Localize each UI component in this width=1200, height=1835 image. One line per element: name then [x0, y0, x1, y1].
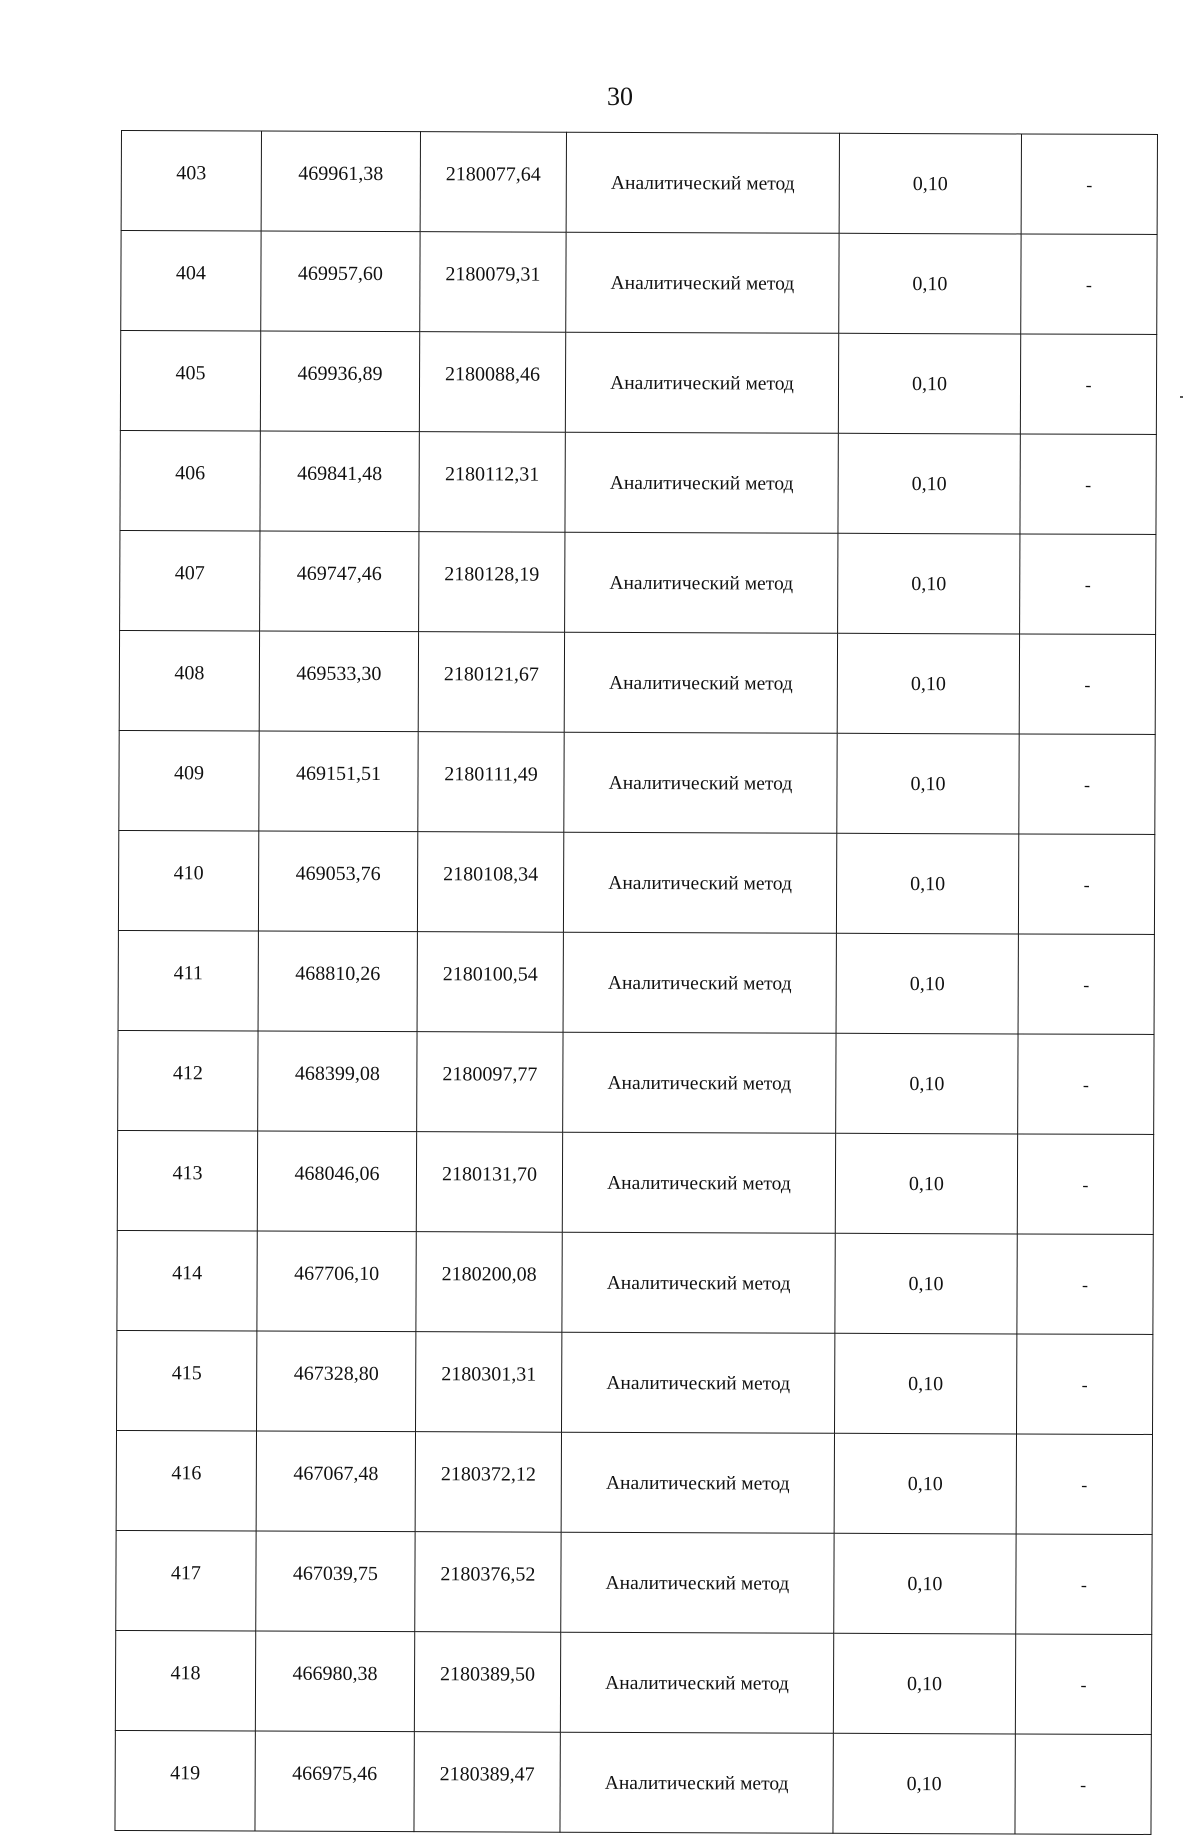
note-cell: -	[1020, 334, 1156, 435]
note-cell: -	[1019, 634, 1155, 735]
point-number-cell: 417	[116, 1530, 256, 1631]
coordinate-x-cell: 468399,08	[258, 1031, 417, 1132]
coordinate-y-cell: 2180121,67	[418, 632, 564, 733]
coordinate-x-cell: 469957,60	[261, 231, 420, 332]
method-cell: Аналитический метод	[563, 932, 836, 1033]
coordinate-x-cell: 469747,46	[260, 531, 419, 632]
table-row	[119, 730, 1155, 834]
method-cell: Аналитический метод	[566, 232, 839, 333]
coordinates-table-body	[115, 131, 1158, 1835]
note-cell: -	[1016, 1434, 1152, 1535]
precision-cell: 0,10	[834, 1433, 1016, 1534]
table-row	[118, 930, 1154, 1034]
coordinate-y-cell: 2180108,34	[417, 832, 563, 933]
precision-cell: 0,10	[837, 633, 1019, 734]
point-number-cell: 408	[119, 630, 259, 731]
coordinate-x-cell: 467067,48	[256, 1431, 415, 1532]
precision-cell: 0,10	[834, 1533, 1016, 1634]
coordinate-x-cell: 469841,48	[260, 431, 419, 532]
coordinate-y-cell: 2180389,50	[414, 1632, 560, 1733]
method-cell: Аналитический метод	[565, 432, 838, 533]
coordinate-x-cell: 467328,80	[257, 1331, 416, 1432]
method-cell: Аналитический метод	[560, 1732, 833, 1833]
coordinate-x-cell: 466980,38	[255, 1631, 414, 1732]
table-row	[116, 1430, 1152, 1534]
precision-cell: 0,10	[836, 933, 1018, 1034]
method-cell: Аналитический метод	[562, 1132, 835, 1233]
table-row	[118, 1030, 1154, 1134]
coordinate-y-cell: 2180389,47	[414, 1732, 560, 1833]
precision-cell: 0,10	[835, 1333, 1017, 1434]
coordinate-y-cell: 2180088,46	[419, 332, 565, 433]
note-cell: -	[1020, 534, 1156, 635]
point-number-cell: 410	[118, 830, 258, 931]
coordinate-y-cell: 2180079,31	[420, 232, 566, 333]
method-cell: Аналитический метод	[564, 632, 837, 733]
coordinate-x-cell: 466975,46	[255, 1731, 414, 1832]
note-cell: -	[1019, 734, 1155, 835]
table-row	[118, 830, 1154, 934]
coordinate-y-cell: 2180128,19	[419, 532, 565, 633]
table-row	[117, 1130, 1153, 1234]
coordinate-y-cell: 2180200,08	[416, 1232, 562, 1333]
note-cell: -	[1020, 434, 1156, 535]
table-row	[119, 630, 1155, 734]
method-cell: Аналитический метод	[561, 1532, 834, 1633]
table-row	[115, 1630, 1151, 1734]
table-row	[121, 131, 1157, 235]
table-row	[117, 1230, 1153, 1334]
point-number-cell: 413	[117, 1130, 257, 1231]
method-cell: Аналитический метод	[562, 1332, 835, 1433]
note-cell: -	[1016, 1334, 1152, 1435]
table-row	[117, 1330, 1153, 1434]
method-cell: Аналитический метод	[564, 732, 837, 833]
note-cell: -	[1016, 1534, 1152, 1635]
page-number: 30	[607, 82, 633, 111]
method-cell: Аналитический метод	[562, 1232, 835, 1333]
note-cell: -	[1018, 1034, 1154, 1135]
point-number-cell: 416	[116, 1430, 256, 1531]
note-cell: -	[1017, 1134, 1153, 1235]
precision-cell: 0,10	[836, 833, 1018, 934]
table-row	[116, 1530, 1152, 1634]
coordinate-y-cell: 2180077,64	[420, 132, 566, 233]
precision-cell: 0,10	[838, 333, 1020, 434]
point-number-cell: 419	[115, 1730, 255, 1831]
precision-cell: 0,10	[835, 1133, 1017, 1234]
precision-cell: 0,10	[838, 433, 1020, 534]
point-number-cell: 411	[118, 930, 258, 1031]
precision-cell: 0,10	[838, 533, 1020, 634]
note-cell: -	[1017, 1234, 1153, 1335]
coordinate-y-cell: 2180100,54	[417, 932, 563, 1033]
precision-cell: 0,10	[837, 733, 1019, 834]
coordinate-y-cell: 2180111,49	[418, 732, 564, 833]
precision-cell: 0,10	[835, 1233, 1017, 1334]
scan-speck	[1180, 396, 1183, 398]
note-cell: -	[1015, 1734, 1151, 1835]
table-row	[121, 231, 1157, 335]
table-row	[120, 331, 1156, 435]
coordinate-x-cell: 467706,10	[257, 1231, 416, 1332]
point-number-cell: 404	[121, 231, 261, 332]
coordinate-x-cell: 469053,76	[258, 831, 417, 932]
method-cell: Аналитический метод	[563, 832, 836, 933]
note-cell: -	[1018, 934, 1154, 1035]
method-cell: Аналитический метод	[560, 1632, 833, 1733]
method-cell: Аналитический метод	[565, 332, 838, 433]
method-cell: Аналитический метод	[566, 132, 839, 233]
table-row	[120, 430, 1156, 534]
coordinate-y-cell: 2180372,12	[415, 1432, 561, 1533]
method-cell: Аналитический метод	[563, 1032, 836, 1133]
point-number-cell: 405	[120, 331, 260, 432]
coordinate-x-cell: 469533,30	[259, 631, 418, 732]
coordinate-y-cell: 2180097,77	[417, 1032, 563, 1133]
coordinate-x-cell: 468046,06	[257, 1131, 416, 1232]
point-number-cell: 414	[117, 1230, 257, 1331]
point-number-cell: 412	[118, 1030, 258, 1131]
precision-cell: 0,10	[833, 1633, 1015, 1734]
method-cell: Аналитический метод	[565, 532, 838, 633]
point-number-cell: 406	[120, 430, 260, 531]
point-number-cell: 409	[119, 730, 259, 831]
point-number-cell: 403	[121, 131, 261, 232]
point-number-cell: 418	[115, 1630, 255, 1731]
coordinate-x-cell: 469961,38	[261, 131, 420, 232]
point-number-cell: 407	[120, 530, 260, 631]
precision-cell: 0,10	[839, 133, 1021, 234]
precision-cell: 0,10	[836, 1033, 1018, 1134]
coordinate-x-cell: 468810,26	[258, 931, 417, 1032]
coordinate-y-cell: 2180376,52	[415, 1532, 561, 1633]
coordinates-table	[114, 130, 1158, 1835]
coordinate-x-cell: 467039,75	[256, 1531, 415, 1632]
coordinate-x-cell: 469936,89	[260, 331, 419, 432]
precision-cell: 0,10	[839, 233, 1021, 334]
coordinate-y-cell: 2180131,70	[416, 1132, 562, 1233]
method-cell: Аналитический метод	[561, 1432, 834, 1533]
note-cell: -	[1015, 1634, 1151, 1735]
note-cell: -	[1021, 134, 1157, 235]
table-row	[115, 1730, 1151, 1834]
point-number-cell: 415	[117, 1330, 257, 1431]
note-cell: -	[1021, 234, 1157, 335]
precision-cell: 0,10	[833, 1733, 1015, 1834]
coordinate-x-cell: 469151,51	[259, 731, 418, 832]
coordinate-y-cell: 2180301,31	[416, 1332, 562, 1433]
table-row	[120, 530, 1156, 634]
coordinate-y-cell: 2180112,31	[419, 432, 565, 533]
note-cell: -	[1018, 834, 1154, 935]
